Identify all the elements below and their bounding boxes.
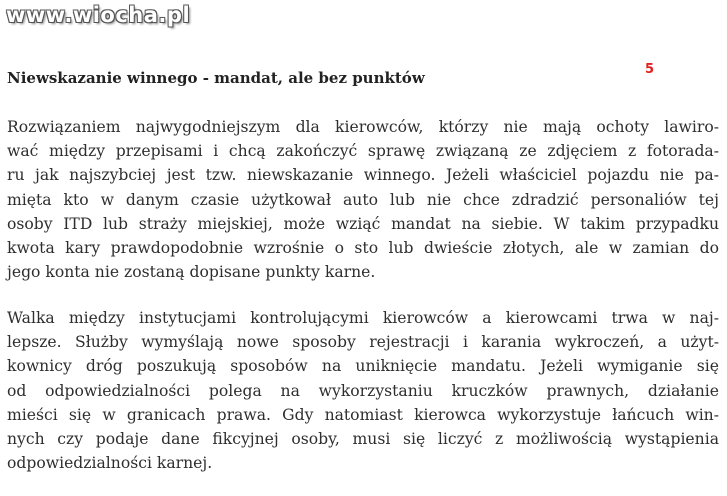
article-title: Niewskazanie winnego - mandat, ale bez punktów [7, 69, 425, 87]
paragraph-line: jego konta nie zostaną dopisane punkty karne. [7, 263, 376, 282]
paragraph-line: Walka między instytucjami kontrolującymi kierowców a kierowcami trwa w naj- [7, 309, 719, 327]
paragraph-line: kwota kary prawdopodobnie wzrośnie o sto lub dwieście złotych, ale w zamian do [7, 239, 719, 258]
paragraph-line: mieści się w granicach prawa. Gdy natomiast kierowca wykorzystuje łańcuch win- [7, 405, 719, 424]
paragraph-line: lepsze. Służby wymyślają nowe sposoby rejestracji i karania wykroczeń, a użyt- [7, 333, 719, 352]
paragraph-line: od odpowiedzialności polega na wykorzystaniu kruczków prawnych, działanie [7, 381, 719, 400]
paragraph-line: wać między przepisami i chcą zakończyć sprawę związaną ze zdjęciem z fotorada- [7, 142, 719, 161]
paragraph-line: osoby ITD lub straży miejskiej, może wziąć mandat na siebie. W takim przypadku [7, 214, 719, 233]
paragraph-line: nych czy podaje dane fikcyjnej osoby, musi się liczyć z możliwością wystąpienia [7, 430, 719, 449]
paragraph-line: kownicy dróg poszukują sposobów na uniknięcie mandatu. Jeżeli wymiganie się [7, 357, 719, 376]
site-watermark: www.wiocha.pl [6, 3, 191, 27]
paragraph-1 [7, 115, 719, 284]
paragraph-2 [7, 306, 719, 475]
paragraph-line: ru jak najszybciej jest tzw. niewskazanie winnego. Jeżeli właściciel pojazdu nie pa- [7, 166, 719, 185]
paragraph-line: Rozwiązaniem najwygodniejszym dla kierowców, którzy nie mają ochoty lawiro- [7, 118, 719, 136]
paragraph-line: mięta kto w danym czasie użytkował auto lub nie chce zdradzić personaliów tej [7, 190, 719, 209]
page-number: 5 [645, 62, 655, 77]
paragraph-line: odpowiedzialności karnej. [7, 454, 213, 473]
